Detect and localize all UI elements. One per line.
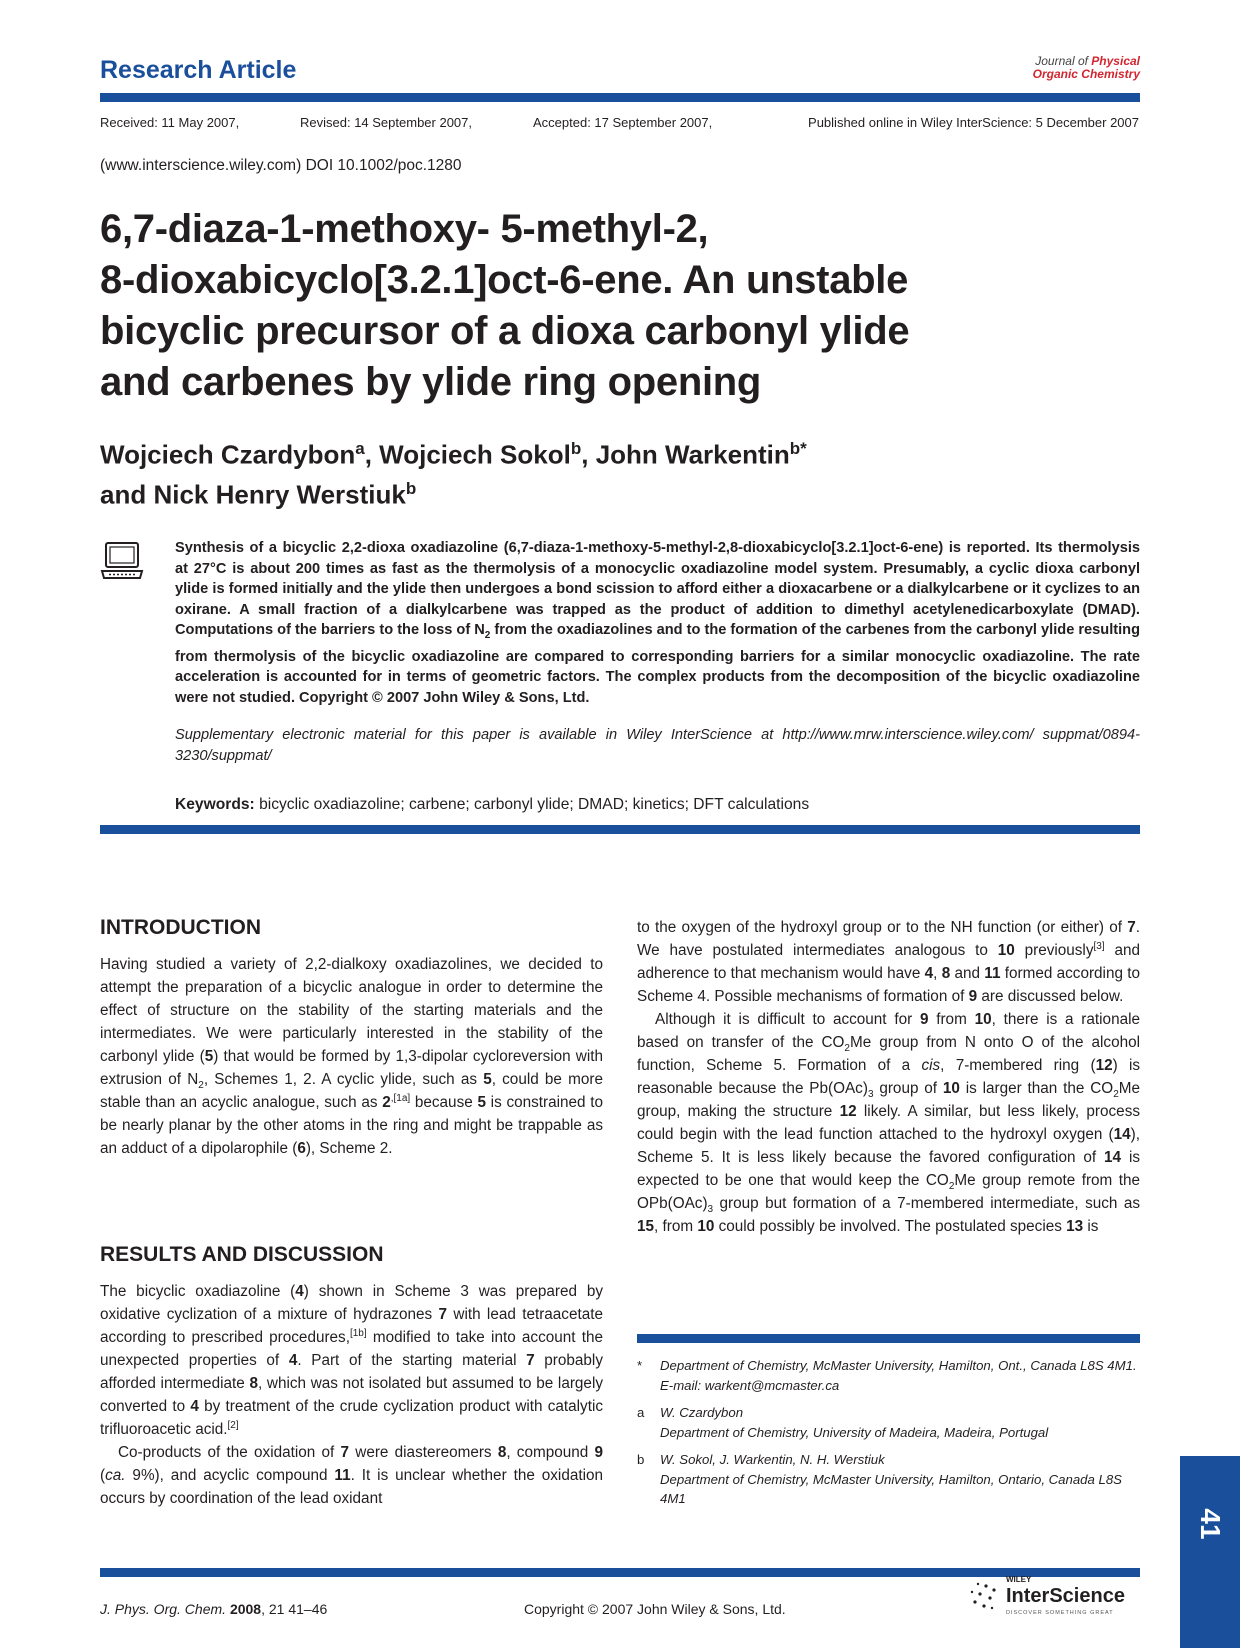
left-column-results [100, 1243, 603, 1510]
supplementary-note: Supplementary electronic material for this paper is available in Wiley InterScience at http://www.mrw.interscience.wiley.com/ suppmat/0894-3230/suppmat/ [175, 727, 1140, 764]
introduction-heading: INTRODUCTION [100, 916, 261, 939]
footnote: * Department of Chemistry, McMaster University, Hamilton, Ont., Canada L8S 4M1. E-mail: warkent@mcmaster.ca [637, 1358, 1137, 1393]
publisher-name: InterScience [1006, 1585, 1125, 1607]
title-line: 6,7-diaza-1-methoxy- 5-methyl-2, [100, 207, 709, 251]
footnote-mark: * [637, 1358, 643, 1373]
author-name: and Nick Henry Werstiuk [100, 479, 406, 510]
page-number: 41 [1195, 1508, 1226, 1540]
title-line: bicyclic precursor of a dioxa carbonyl ylide [100, 309, 910, 353]
body-paragraph: to the oxygen of the hydroxyl group or to the NH function (or either) of 7. We have postulated intermediates analogous to 10 previously[3] and adherence to that mechanism would have 4, 8 and 11 formed according to Scheme 4. Possible mechanisms of formation of 9 are discussed below. [637, 919, 1141, 1005]
results-heading: RESULTS AND DISCUSSION [100, 1243, 384, 1266]
article-type-label: Research Article [100, 56, 297, 84]
journal-logo-subtitle: Organic Chemistry [1032, 67, 1140, 81]
article-title [100, 204, 1150, 408]
author-name: Wojciech Sokol [379, 439, 571, 470]
affiliation-mark: b [570, 439, 582, 458]
results-paragraph: Co-products of the oxidation of 7 were diastereomers 8, compound 9 (ca. 9%), and acyclic compound 11. It is unclear whether the oxidation occurs by coordination of the lead oxidant [100, 1444, 603, 1507]
publisher-tagline: DISCOVER SOMETHING GREAT [1006, 1610, 1114, 1616]
keywords-line [175, 796, 1140, 814]
author-list: Wojciech Czardybon$^a$, Wojciech Sokol$^b$, John Warkentin$^{b*}$ and Nick Henry Werstiuk$^b$ [100, 439, 807, 510]
body-paragraph: Although it is difficult to account for 9 from 10, there is a rationale based on transfer of the $CO_2Me$ group from N onto O of the alcohol function, Scheme 5. Formation of a cis, 7-membered ring (12) is reasonable because the $Pb(OAc)_3$ group of 10 is larger than the $CO_2Me$ group, making the structure 12 likely. A similar, but less likely, process could begin with the lead function attached to the hydroxyl oxygen (14), Scheme 5. It is less likely because the favored configuration of 14 is expected to be one that would keep the $CO_2Me$ group remote from the $OPb(OAc)_3$ group but formation of a 7-membered intermediate, such as 15, from 10 could possibly be involved. The postulated species 13 is [637, 1011, 1140, 1235]
interscience-logo [966, 1572, 1142, 1618]
right-column [637, 916, 1140, 1238]
affiliation-mark: b [405, 478, 417, 498]
affiliation-mark: b* [789, 439, 807, 458]
publisher-small: WILEY [1006, 1575, 1032, 1584]
author-name: Wojciech Czardybon [100, 439, 356, 470]
abstract-text: Synthesis of a bicyclic 2,2-dioxa oxadiazoline (6,7-diaza-1-methoxy-5-methyl-2,8-dioxabicyclo[3.2.1]oct-6-ene) is reported. Its thermolysis at 27°C is about 200 times as fast as the thermolysis of a monocyclic oxadiazoline model system. Presumably, a cyclic dioxa carbonyl ylide is formed initially and the ylide then undergoes a bond scission to afford either a dioxacarbene or a dialkylcarbene or it cyclizes to an oxirane. A small fraction of a dialkylcarbene was trapped as the product of addition to dimethyl acetylenedicarboxylate (DMAD). Computations of the barriers to the loss of $N_2$ from the oxadiazolines and to the formation of the carbenes from the carbonyl ylide resulting from thermolysis of the bicyclic oxadiazoline are compared to corresponding barriers for a similar monocyclic oxadiazoline. The rate acceleration is accounted for in terms of geometric factors. The complex products from the decomposition of the bicyclic oxadiazoline were not studied. Copyright © 2007 John Wiley & Sons, Ltd. [175, 540, 1140, 707]
computer-icon [100, 541, 144, 581]
journal-logo [1000, 55, 1140, 81]
footnote-rule [637, 1334, 1140, 1343]
title-line: 8-dioxabicyclo[3.2.1]oct-6-ene. An unstable [100, 258, 909, 302]
published-date: Published online in Wiley InterScience: 5 December 2007 [808, 115, 1139, 130]
copyright: Copyright © 2007 John Wiley & Sons, Ltd. [524, 1601, 786, 1617]
author-name: John Warkentin [595, 439, 790, 470]
journal-logo-physical: Physical [1091, 54, 1140, 68]
footnote: a W. Czardybon Department of Chemistry, University of Madeira, Madeira, Portugal [637, 1405, 1049, 1440]
footnote-mark: a [637, 1405, 645, 1420]
abstract-rule [100, 825, 1140, 834]
journal-logo-prefix: Journal of [1035, 54, 1092, 68]
affiliation-mark: a [355, 439, 365, 458]
citation: J. Phys. Org. Chem. 2008, 21 41–46 [100, 1601, 328, 1617]
accepted-date: Accepted: 17 September 2007, [533, 115, 713, 130]
keywords-list: bicyclic oxadiazoline; carbene; carbonyl ylide; DMAD; kinetics; DFT calculations [254, 796, 810, 813]
received-date: Received: 11 May 2007, [100, 115, 240, 130]
revised-date: Revised: 14 September 2007, [300, 115, 472, 130]
doi-line: (www.interscience.wiley.com) DOI 10.1002/poc.1280 [100, 157, 462, 174]
header-rule [100, 93, 1140, 102]
keywords-label: Keywords: [175, 796, 255, 813]
title-line: and carbenes by ylide ring opening [100, 360, 762, 404]
footnote-mark: b [637, 1452, 645, 1467]
footnotes [637, 1356, 1140, 1517]
footnote: b W. Sokol, J. Warkentin, N. H. Werstiuk Department of Chemistry, McMaster University, Hamilton, Ontario, Canada L8S 4M1 [637, 1452, 1122, 1506]
introduction-paragraph: Having studied a variety of 2,2-dialkoxy oxadiazolines, we decided to attempt the preparation of a bicyclic analogue in order to determine the effect of structure on the stability of the starting materials and the intermediates. We were particularly interested in the stability of the carbonyl ylide (5) that would be formed by 1,3-dipolar cycloreversion with extrusion of $N_2$, Schemes 1, 2. A cyclic ylide, such as 5, could be more stable than an acyclic analogue, such as $2^{,[1a]}$ because 5 is constrained to be nearly planar by the other atoms in the ring and might be trappable as an adduct of a dipolarophile (6), Scheme 2. [100, 956, 604, 1157]
left-column [100, 916, 603, 1160]
page-number-tab [1180, 1456, 1240, 1648]
results-paragraph: The bicyclic oxadiazoline (4) shown in Scheme 3 was prepared by oxidative cyclization of a mixture of hydrazones 7 with lead tetraacetate according to prescribed procedures,[1b] modified to take into account the unexpected properties of 4. Part of the starting material 7 probably afforded intermediate 8, which was not isolated but assumed to be largely converted to 4 by treatment of the crude cyclization product with catalytic trifluoroacetic acid.[2] [100, 1283, 604, 1438]
